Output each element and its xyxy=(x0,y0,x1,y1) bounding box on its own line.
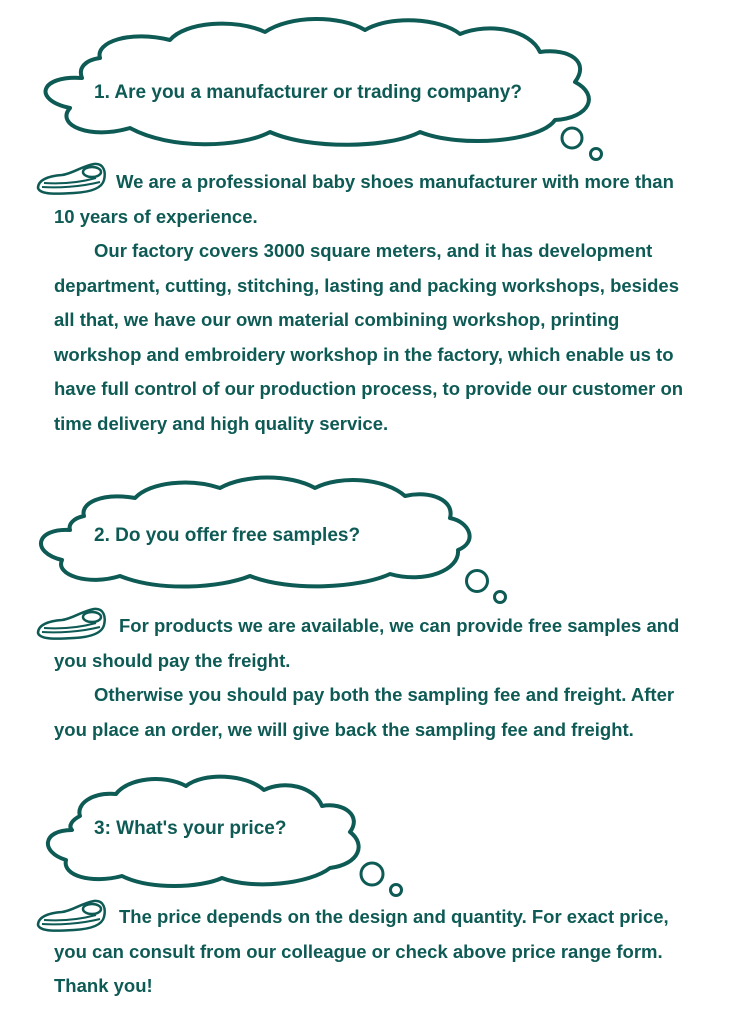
answer-3 xyxy=(54,900,734,1004)
answer-line: time delivery and high quality service. xyxy=(54,412,389,434)
question-3: 3: What's your price? xyxy=(94,818,287,839)
question-1: 1. Are you a manufacturer or trading company? xyxy=(94,82,522,103)
answer-line: Our factory covers 3000 square meters, and it has development xyxy=(94,240,653,261)
answer-line: For products we are available, we can provide free samples and xyxy=(119,615,680,636)
answer-line: you should pay the freight. xyxy=(54,649,291,671)
answer-line: department, cutting, stitching, lasting and packing workshops, besides xyxy=(54,274,679,296)
answer-line: workshop and embroidery workshop in the factory, which enable us to xyxy=(54,343,674,365)
answer-2 xyxy=(54,609,734,747)
answer-line: have full control of our production process, to provide our customer on xyxy=(54,378,684,399)
answer-line: all that, we have our own material combining workshop, printing xyxy=(54,309,620,330)
answer-line: you can consult from our colleague or check above price range form. xyxy=(54,940,663,962)
answer-line: 10 years of experience. xyxy=(54,205,258,227)
answer-1 xyxy=(54,165,734,441)
answer-line: We are a professional baby shoes manufacturer with more than xyxy=(116,171,674,192)
answer-line: Otherwise you should pay both the sampling fee and freight. After xyxy=(94,684,675,705)
answer-line: Thank you! xyxy=(54,975,153,996)
question-2: 2. Do you offer free samples? xyxy=(94,525,361,546)
answer-line: The price depends on the design and quantity. For exact price, xyxy=(119,906,669,927)
answer-line: you place an order, we will give back the sampling fee and freight. xyxy=(54,718,634,740)
